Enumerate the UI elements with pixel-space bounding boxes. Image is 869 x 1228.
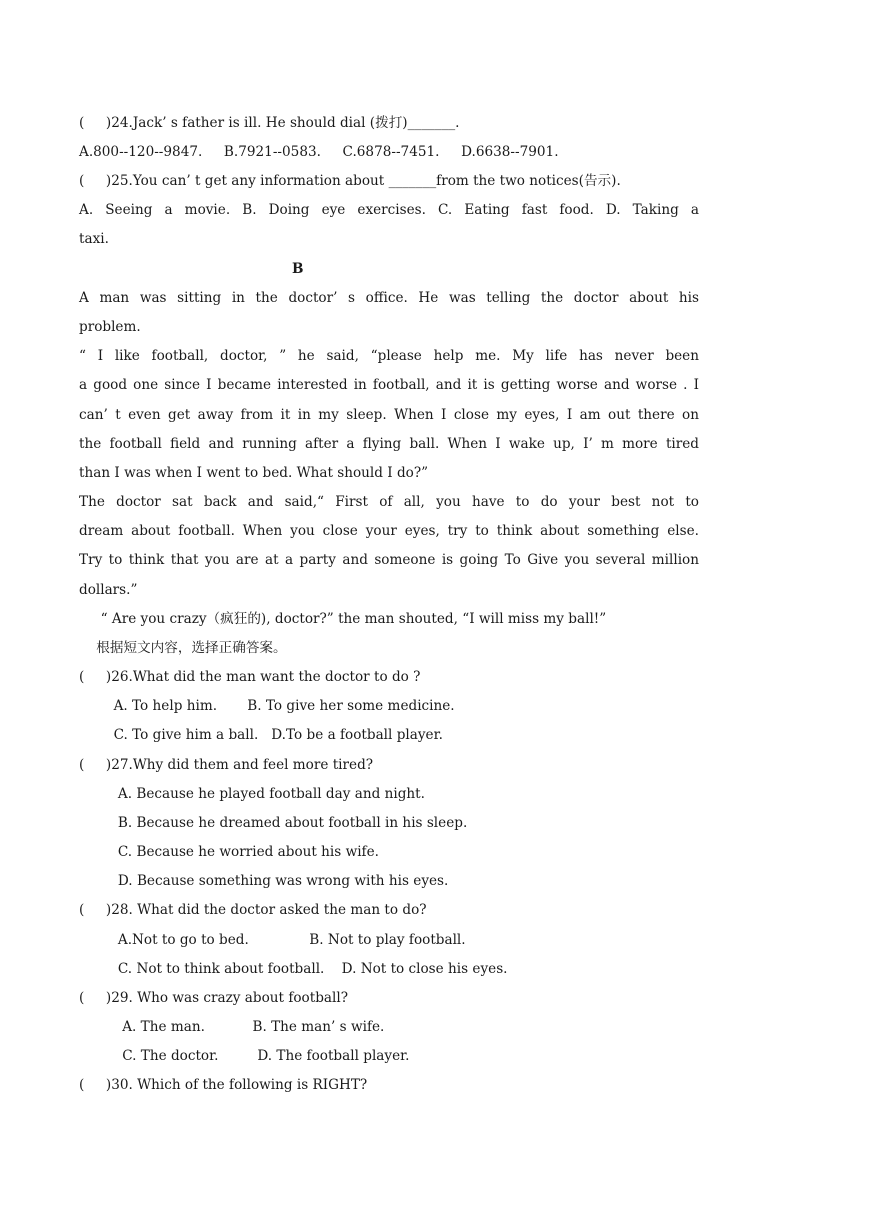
passage-line: “ I like football, doctor, ” he said, “please help me. My life has never been bbox=[79, 348, 699, 364]
passage-line: The doctor sat back and said,“ First of all, you have to do your best not to bbox=[79, 494, 699, 510]
question-30: ( )30. Which of the following is RIGHT? bbox=[79, 1077, 368, 1093]
question-26-options: A. To help him. B. To give her some medicine. bbox=[79, 698, 455, 714]
question-29-options: C. The doctor. D. The football player. bbox=[79, 1048, 410, 1064]
question-27-option: D. Because something was wrong with his eyes. bbox=[79, 873, 449, 889]
passage-line: problem. bbox=[79, 319, 141, 335]
instruction-text: 根据短文内容，选择正确答案。 bbox=[79, 640, 287, 656]
question-27-option: A. Because he played football day and night. bbox=[79, 786, 425, 802]
question-26-options: C. To give him a ball. D.To be a football player. bbox=[79, 727, 443, 743]
question-25-options-cont: taxi. bbox=[79, 231, 109, 247]
passage-line: “ Are you crazy（疯狂的), doctor?” the man shouted, “I will miss my ball!” bbox=[79, 611, 607, 627]
passage-line: Try to think that you are at a party and someone is going To Give you several million bbox=[79, 552, 699, 568]
question-29-options: A. The man. B. The man’ s wife. bbox=[79, 1019, 385, 1035]
question-24-options: A.800--120--9847. B.7921--0583. C.6878--7451. D.6638--7901. bbox=[79, 144, 559, 160]
passage-line: A man was sitting in the doctor’ s office. He was telling the doctor about his bbox=[79, 290, 699, 306]
passage-line: dream about football. When you close your eyes, try to think about something else. bbox=[79, 523, 699, 539]
section-heading-b: B bbox=[292, 261, 304, 277]
question-26: ( )26.What did the man want the doctor to do ? bbox=[79, 669, 421, 685]
question-28: ( )28. What did the doctor asked the man to do? bbox=[79, 902, 427, 918]
question-28-options: A.Not to go to bed. B. Not to play football. bbox=[79, 932, 466, 948]
question-25: ( )25.You can’ t get any information about _______from the two notices(告示). bbox=[79, 173, 621, 189]
passage-line: dollars.” bbox=[79, 582, 138, 598]
question-27-option: B. Because he dreamed about football in his sleep. bbox=[79, 815, 468, 831]
question-24: ( )24.Jack’ s father is ill. He should dial (拨打)_______. bbox=[79, 115, 460, 131]
passage-line: the football field and running after a flying ball. When I wake up, I’ m more tired bbox=[79, 436, 699, 452]
question-27-option: C. Because he worried about his wife. bbox=[79, 844, 379, 860]
question-29: ( )29. Who was crazy about football? bbox=[79, 990, 348, 1006]
question-28-options: C. Not to think about football. D. Not to close his eyes. bbox=[79, 961, 508, 977]
passage-line: a good one since I became interested in football, and it is getting worse and worse . I bbox=[79, 377, 699, 393]
passage-line: than I was when I went to bed. What should I do?” bbox=[79, 465, 429, 481]
passage-line: can’ t even get away from it in my sleep. When I close my eyes, I am out there on bbox=[79, 407, 699, 423]
question-27: ( )27.Why did them and feel more tired? bbox=[79, 757, 374, 773]
question-25-options: A. Seeing a movie. B. Doing eye exercises. C. Eating fast food. D. Taking a bbox=[79, 202, 699, 218]
